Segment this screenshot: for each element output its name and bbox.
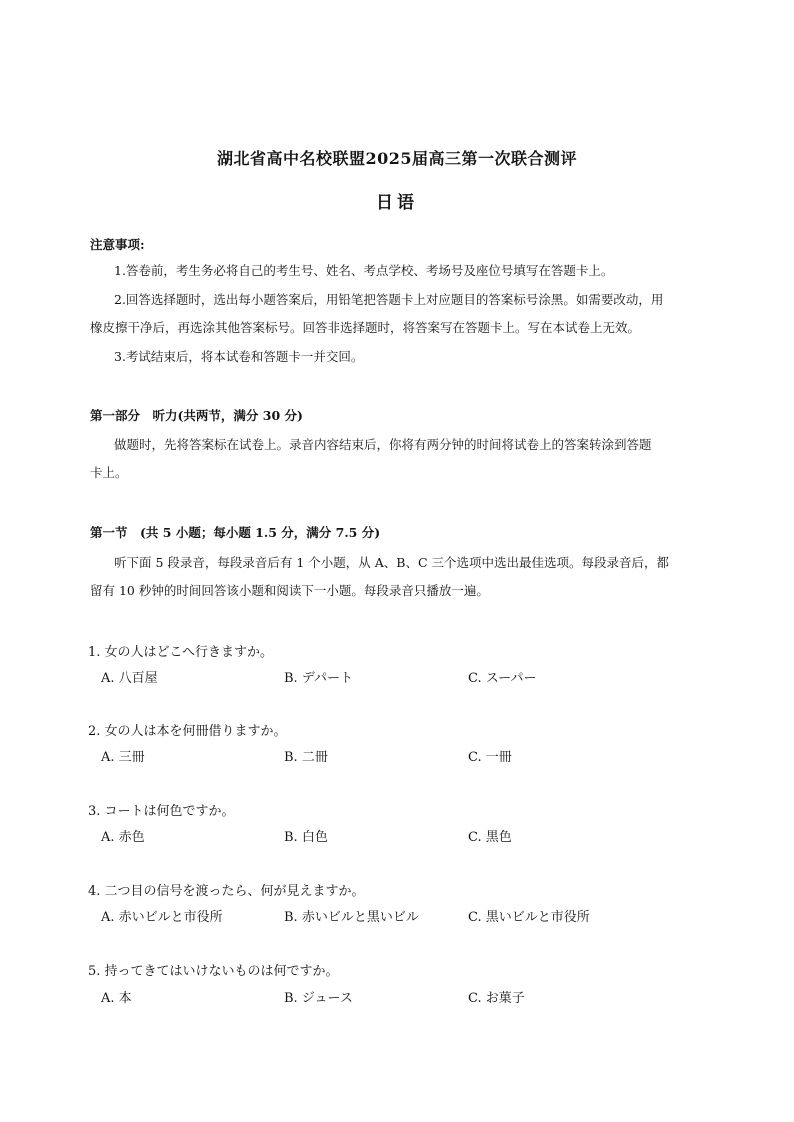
- question-5-option-a: A. 本: [101, 991, 132, 1006]
- question-2: 2. 女の人は本を何冊借りますか。: [88, 724, 287, 739]
- question-4-option-b: B. 赤いビルと黒いビル: [284, 910, 419, 925]
- question-2-option-c: C. 一冊: [468, 750, 512, 765]
- question-2-option-b: B. 二冊: [284, 750, 328, 765]
- question-3: 3. コートは何色ですか。: [88, 804, 235, 819]
- question-5-option-c: C. お菓子: [468, 991, 525, 1006]
- notes-heading: 注意事项:: [90, 237, 145, 252]
- question-5: 5. 持ってきてはいけないものは何ですか。: [88, 964, 339, 979]
- question-1-option-a: A. 八百屋: [101, 671, 158, 686]
- question-4-option-a: A. 赤いビルと市役所: [101, 910, 223, 925]
- question-1: 1. 女の人はどこへ行きますか。: [88, 645, 274, 660]
- section1-instruction-continued: 留有 10 秒钟的时间回答该小题和阅读下一小题。每段录音只播放一遍。: [90, 583, 489, 598]
- part1-instruction: 做题时，先将答案标在试卷上。录音内容结束后，你将有两分钟的时间将试卷上的答案转涂到答题: [114, 437, 652, 452]
- question-4-option-c: C. 黒いビルと市役所: [468, 910, 590, 925]
- part1-heading: 第一部分 听力(共两节，满分 30 分): [90, 408, 303, 423]
- question-5-option-b: B. ジュース: [284, 991, 353, 1006]
- question-4: 4. 二つ目の信号を渡ったら、何が見えますか。: [88, 884, 365, 899]
- part1-instruction-continued: 卡上。: [90, 465, 128, 480]
- note-item-3: 3.考试结束后，将本试卷和答题卡一并交回。: [114, 349, 364, 364]
- section1-heading: 第一节 (共 5 小题；每小题 1.5 分，满分 7.5 分): [90, 525, 381, 540]
- question-3-option-b: B. 白色: [284, 830, 328, 845]
- note-item-1: 1.答卷前，考生务必将自己的考生号、姓名、考点学校、考场号及座位号填写在答题卡上。: [114, 263, 614, 278]
- question-1-option-c: C. スーパー: [468, 671, 537, 686]
- question-2-option-a: A. 三冊: [101, 750, 145, 765]
- section1-instruction: 听下面 5 段录音，每段录音后有 1 个小题，从 A、B、C 三个选项中选出最佳选项。每段录音后，都: [114, 555, 670, 570]
- question-3-option-a: A. 赤色: [101, 830, 145, 845]
- subject-title: 日语: [376, 193, 418, 213]
- note-item-2: 2.回答选择题时，选出每小题答案后，用铅笔把答题卡上对应题目的答案标号涂黑。如需要改动，用: [114, 292, 664, 307]
- exam-title: 湖北省高中名校联盟2025届高三第一次联合测评: [216, 149, 578, 168]
- question-1-option-b: B. デパート: [284, 671, 354, 686]
- question-3-option-c: C. 黒色: [468, 830, 512, 845]
- note-item-2-continued: 橡皮擦干净后，再选涂其他答案标号。回答非选择题时，将答案写在答题卡上。写在本试卷上无效。: [90, 320, 641, 335]
